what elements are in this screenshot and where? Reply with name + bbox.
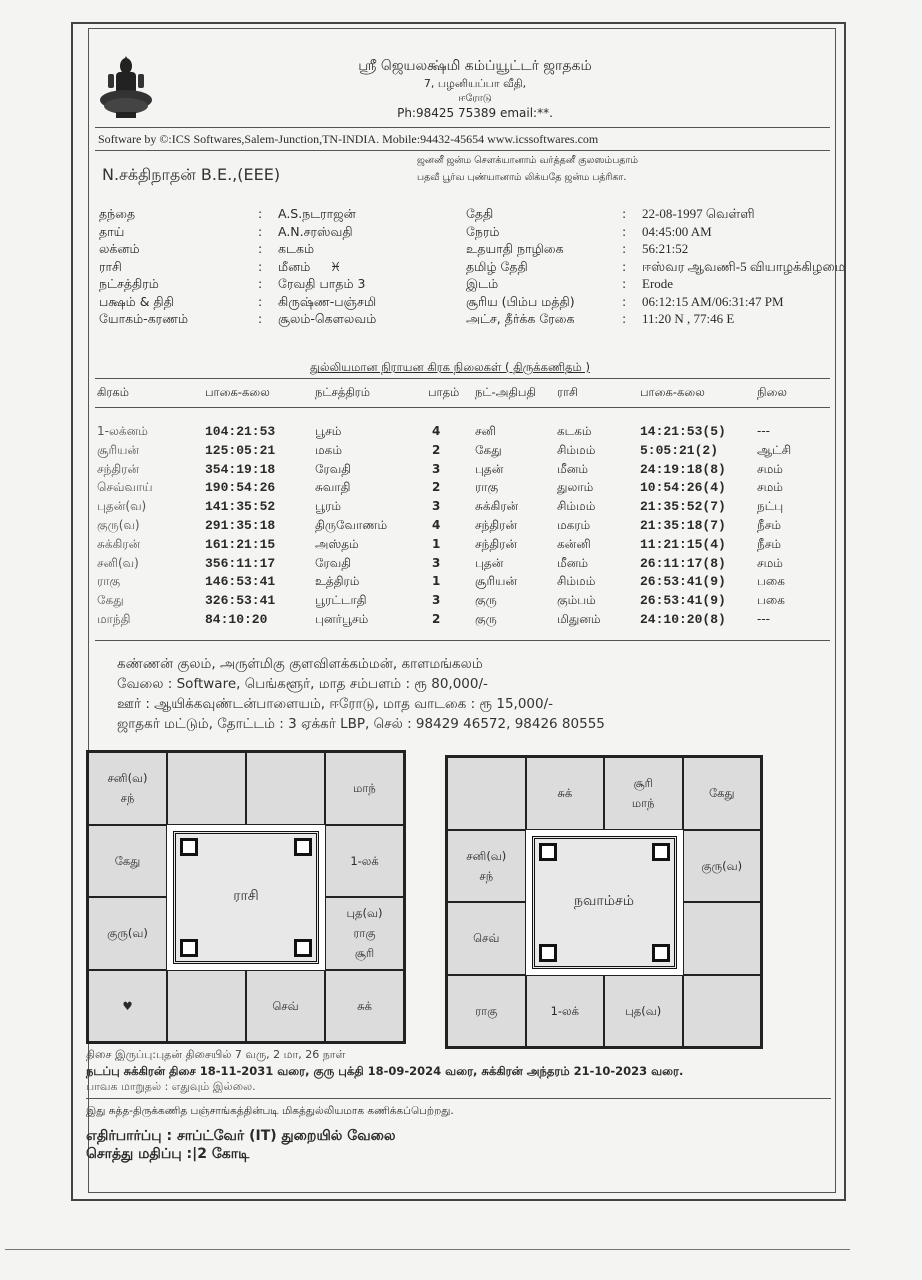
corner-ornament-icon [539, 944, 557, 962]
table-cell: 2 [432, 442, 441, 457]
table-cell: சூரியன் [475, 574, 518, 589]
house-kumbam [447, 830, 526, 903]
table-cell: சந்திரன் [475, 518, 518, 532]
detail-colon: : [622, 258, 627, 274]
table-cell: சுக்கிரன் [475, 499, 519, 514]
detail-colon: : [622, 223, 627, 239]
table-cell: திருவோணம் [315, 518, 388, 532]
divider [95, 378, 830, 379]
planet-label: சனி(வ) [466, 848, 507, 863]
house-dhanusu [447, 975, 526, 1048]
planet-label: சுக் [557, 786, 573, 801]
chart-center-label [532, 836, 677, 969]
table-cell: 1 [432, 574, 441, 589]
column-header: பாகை-கலை [640, 385, 705, 399]
divider [95, 127, 830, 128]
corner-ornament-icon [652, 843, 670, 861]
detail-colon: : [258, 241, 263, 256]
table-cell: உத்திரம் [315, 574, 360, 589]
table-cell: சிம்மம் [557, 574, 596, 589]
detail-label: தேதி [466, 206, 494, 221]
house-simmam [683, 902, 762, 975]
expectation: எதிர்பார்ப்பு : சாப்ட்வேர் (IT) துறையில் வேலை [86, 1128, 396, 1144]
detail-label: தமிழ் தேதி [466, 258, 528, 274]
address-line-1: 7, பழனியப்பா வீதி, [423, 77, 527, 90]
bio-line: ஜாதகர் மட்டும், தோட்டம் : 3 ஏக்கர் LBP, செல் : 98429 46572, 98426 80555 [117, 716, 605, 732]
software-credit: Software by ©:ICS Softwares,Salem-Junction,TN-INDIA. Mobile:94432-45654 www.icssoftwares.com [98, 132, 599, 146]
table-cell: 326:53:41 [205, 593, 276, 609]
house-mithunam [325, 752, 404, 825]
table-cell: மீனம் [557, 461, 588, 476]
column-header: கிரகம் [97, 385, 129, 399]
planet-label: ராகு [353, 926, 376, 941]
planet-label: குரு(வ) [107, 926, 148, 941]
table-cell: கன்னி [557, 536, 591, 551]
table-cell: மகரம் [557, 518, 591, 532]
table-cell: அஸ்தம் [315, 536, 359, 551]
table-cell: 26:53:41(9) [640, 593, 726, 609]
house-kanni [683, 975, 762, 1048]
blessing-line: ஜனனீ ஜன்ம சௌக்யானாம் வர்த்தனீ குலஸம்பதாம் [417, 155, 639, 166]
table-cell: 26:53:41(9) [640, 574, 726, 590]
corner-ornament-icon [294, 838, 312, 856]
planet-label: 1-லக் [550, 1003, 579, 1018]
corner-ornament-icon [294, 939, 312, 957]
table-cell: 10:54:26(4) [640, 480, 726, 496]
planet-label: மாந் [353, 781, 376, 796]
chart-title: நவாம்சம் [574, 893, 634, 909]
detail-value: A.N.சரஸ்வதி [278, 223, 353, 239]
detail-label: தாய் [99, 223, 125, 239]
table-cell: 354:19:18 [205, 461, 276, 477]
detail-value: சூலம்-கௌலவம் [278, 311, 377, 326]
planet-label: குரு(வ) [701, 858, 743, 873]
table-cell: 1 [432, 536, 441, 551]
papa-samyam: பாவக மாறுதல் : எதுவும் இல்லை. [86, 1080, 256, 1093]
detail-colon: : [258, 223, 263, 239]
table-cell: சிம்மம் [557, 499, 596, 514]
house-mesham [167, 752, 246, 825]
corner-ornament-icon [180, 838, 198, 856]
table-cell: சனி(வ) [97, 555, 139, 570]
table-cell: 141:35:52 [205, 499, 276, 515]
table-cell: பூரட்டாதி [315, 593, 367, 608]
house-thulam [604, 975, 683, 1048]
detail-label: அட்ச, தீர்க்க ரேகை [466, 311, 575, 326]
detail-label: நட்சத்திரம் [99, 276, 159, 291]
house-kumbam [88, 825, 167, 898]
table-cell: துலாம் [557, 480, 594, 495]
table-cell: சுவாதி [315, 480, 351, 495]
bio-line: கண்ணன் குலம், அருள்மிகு குளவிளக்கம்மன், காளமங்கலம் [117, 656, 483, 672]
scan-line [5, 1249, 850, 1250]
address-line-2: ஈரோடு [458, 93, 492, 104]
planet-label: சனி(வ) [107, 771, 148, 786]
blessing-line: பதவீ பூர்வ புண்யானாம் லிக்யதே ஜன்ம பத்ரிகா. [417, 172, 627, 183]
house-simmam [325, 897, 404, 970]
house-magaram [88, 897, 167, 970]
chart-title: ராசி [233, 888, 259, 904]
table-cell: நட்பு [757, 499, 784, 514]
detail-value: 06:12:15 AM/06:31:47 PM [642, 293, 784, 309]
divider [86, 1098, 831, 1099]
table-cell: 125:05:21 [205, 442, 276, 458]
house-magaram [447, 902, 526, 975]
table-cell: ரேவதி [315, 461, 352, 476]
table-cell: நீசம் [757, 518, 781, 532]
table-cell: சனி [475, 424, 496, 438]
table-cell: ஆட்சி [757, 442, 792, 457]
table-cell: நீசம் [757, 536, 781, 551]
detail-value: ரேவதி பாதம் 3 [278, 276, 366, 291]
rasi-chart [86, 750, 406, 1044]
detail-value: 56:21:52 [642, 241, 689, 256]
lakshmi-logo [98, 54, 154, 120]
planet-label: ♥ [122, 998, 133, 1013]
table-cell: குரு [475, 612, 497, 626]
detail-label: இடம் [466, 276, 499, 291]
table-cell: குரு(வ) [97, 518, 140, 532]
detail-colon: : [622, 293, 627, 309]
table-cell: மிதுனம் [557, 612, 601, 626]
column-header: பாதம் [428, 385, 460, 399]
detail-colon: : [258, 206, 263, 221]
table-cell: சமம் [757, 461, 783, 476]
column-header: ராசி [557, 385, 578, 399]
table-cell: புனர்பூசம் [315, 612, 369, 626]
bio-line: வேலை : Software, பெங்களூர், மாத சம்பளம் : ரூ 80,000/- [117, 676, 488, 692]
person-name: N.சக்திநாதன் B.E.,(EEE) [102, 165, 281, 184]
table-cell: சந்திரன் [475, 536, 518, 551]
house-kadagam [325, 825, 404, 898]
planet-label: ராகு [475, 1003, 498, 1018]
column-header: நிலை [757, 385, 787, 399]
table-cell: ரேவதி [315, 555, 352, 570]
house-meenam [447, 757, 526, 830]
corner-ornament-icon [652, 944, 670, 962]
table-cell: சமம் [757, 555, 783, 570]
table-cell: மீனம் [557, 555, 588, 570]
table-cell: 4 [432, 518, 441, 532]
detail-colon: : [622, 276, 627, 291]
detail-colon: : [622, 241, 627, 256]
table-cell: பகை [757, 593, 785, 608]
table-cell: 161:21:15 [205, 536, 276, 552]
table-cell: 356:11:17 [205, 555, 276, 571]
detail-label: சூரிய (பிம்ப மத்தி) [466, 293, 575, 309]
table-cell: 3 [432, 461, 441, 476]
detail-colon: : [258, 258, 263, 274]
table-cell: கடகம் [557, 424, 592, 438]
table-cell: 26:11:17(8) [640, 555, 726, 571]
detail-label: யோகம்-கரணம் [99, 311, 189, 326]
planet-label: புத(வ) [346, 906, 383, 921]
table-cell: ராகு [97, 574, 121, 589]
detail-value: ஈஸ்வர ஆவணி-5 வியாழக்கிழமை [642, 258, 846, 274]
table-cell: 24:19:18(8) [640, 461, 726, 477]
bio-line: ஊர் : ஆயிக்கவுண்டன்பாளையம், ஈரோடு, மாத வாடகை : ரூ 15,000/- [117, 696, 554, 712]
detail-value: A.S.நடராஜன் [278, 206, 356, 221]
planet-label: சந் [120, 791, 135, 806]
detail-value: 22-08-1997 வெள்ளி [642, 206, 755, 221]
chart-center-label [173, 831, 319, 964]
blessing-verse [417, 152, 638, 186]
table-cell: பகை [757, 574, 785, 589]
table-cell: 4 [432, 424, 441, 438]
table-cell: புதன் [475, 461, 504, 476]
table-cell: பூசம் [315, 424, 342, 438]
asset-value: சொத்து மதிப்பு :|2 கோடி [86, 1146, 250, 1162]
house-kadagam [683, 830, 762, 903]
table-cell: 3 [432, 499, 441, 514]
column-header: நட்-அதிபதி [475, 385, 536, 399]
table-cell: 5:05:21(2) [640, 442, 719, 458]
navamsa-chart [445, 755, 763, 1049]
detail-colon: : [258, 276, 263, 291]
table-cell: சுக்கிரன் [97, 536, 141, 551]
table-cell: மாந்தி [97, 612, 131, 626]
table-cell: செவ்வாய் [97, 480, 153, 495]
planet-label: சூரி [633, 776, 653, 791]
table-cell: புதன்(வ) [97, 499, 147, 514]
table-cell: 104:21:53 [205, 424, 276, 439]
table-cell: 14:21:53(5) [640, 424, 726, 439]
planet-label: சந் [479, 868, 494, 883]
house-rishabam [246, 752, 325, 825]
table-cell: புதன் [475, 555, 504, 570]
contact-line: Ph:98425 75389 email:**. [397, 106, 553, 120]
table-cell: 21:35:18(7) [640, 518, 726, 533]
detail-label: ராசி [99, 258, 122, 274]
center-title: ஸ்ரீ ஜெயலக்ஷ்மி கம்ப்யூட்டர் ஜாதகம் [358, 58, 592, 74]
divider [95, 640, 830, 641]
table-cell: 24:10:20(8) [640, 612, 726, 627]
house-rishabam [604, 757, 683, 830]
house-kanni [325, 970, 404, 1043]
table-cell: 190:54:26 [205, 480, 276, 496]
planet-label: செவ் [473, 931, 500, 946]
detail-label: பக்ஷம் & திதி [99, 293, 174, 309]
column-header: நட்சத்திரம் [315, 385, 371, 399]
table-cell: மகம் [315, 442, 342, 457]
table-cell: சந்திரன் [97, 461, 140, 476]
house-thulam [246, 970, 325, 1043]
table-cell: கும்பம் [557, 593, 596, 608]
table-cell: ராகு [475, 480, 499, 495]
house-dhanusu [88, 970, 167, 1043]
divider [95, 407, 830, 408]
planet-label: கேது [709, 786, 735, 801]
planet-label: செவ் [272, 998, 299, 1013]
detail-value: கடகம் [278, 241, 314, 256]
pisces-symbol-icon: ♓ [330, 258, 342, 274]
table-cell: குரு [475, 593, 497, 608]
planet-label: புத(வ) [625, 1003, 662, 1018]
detail-label: உதயாதி நாழிகை [466, 241, 564, 256]
corner-ornament-icon [180, 939, 198, 957]
house-viruchigam [167, 970, 246, 1043]
detail-label: தந்தை [99, 206, 136, 221]
table-cell: சூரியன் [97, 442, 140, 457]
current-dasa: நடப்பு சுக்கிரன் திசை 18-11-2031 வரை, குரு புக்தி 18-09-2024 வரை, சுக்கிரன் அந்தரம் 21-10-2023 வரை. [86, 1064, 684, 1078]
table-cell: 84:10:20 [205, 612, 268, 627]
table-cell: 291:35:18 [205, 518, 276, 533]
table-cell: 3 [432, 593, 441, 608]
planet-label: மாந் [631, 796, 655, 811]
dasa-balance: திசை இருப்பு:புதன் திசையில் 7 வரு, 2 மா, 26 நாள் [86, 1048, 346, 1061]
planet-label: கேது [114, 853, 141, 868]
house-mesham [526, 757, 605, 830]
table-cell: கேது [97, 593, 124, 608]
divider [95, 150, 830, 151]
table-cell: பூரம் [315, 499, 342, 514]
planet-label: சுக் [357, 998, 372, 1013]
table-cell: --- [757, 424, 770, 438]
detail-value: மீனம் [278, 258, 311, 274]
planet-table-title: துல்லியமான நிராயன கிரக நிலைகள் ( திருக்கணிதம் ) [310, 360, 590, 374]
table-cell: 146:53:41 [205, 574, 276, 590]
table-cell: 21:35:52(7) [640, 499, 726, 515]
detail-label: நேரம் [466, 223, 500, 239]
table-cell: சமம் [757, 480, 783, 495]
column-header: பாகை-கலை [205, 385, 270, 399]
table-cell: 2 [432, 612, 441, 626]
table-cell: --- [757, 612, 770, 626]
detail-value: 11:20 N , 77:46 E [642, 311, 735, 326]
detail-colon: : [622, 206, 627, 221]
house-viruchigam [526, 975, 605, 1048]
detail-colon: : [258, 293, 263, 309]
detail-colon: : [622, 311, 627, 326]
detail-value: 04:45:00 AM [642, 223, 712, 239]
table-cell: 1-லக்னம் [97, 424, 148, 438]
table-cell: 11:21:15(4) [640, 536, 726, 552]
house-meenam [88, 752, 167, 825]
calculation-note: இது சுத்த-திருக்கணித பஞ்சாங்கத்தின்படி மிகத்துல்லியமாக கணிக்கப்பெற்றது. [86, 1105, 454, 1117]
detail-colon: : [258, 311, 263, 326]
table-cell: 2 [432, 480, 441, 495]
house-mithunam [683, 757, 762, 830]
planet-label: 1-லக் [350, 853, 379, 868]
table-cell: சிம்மம் [557, 442, 596, 457]
planet-label: சூரி [354, 946, 375, 961]
detail-value: கிருஷ்ண-பஞ்சமி [278, 293, 377, 309]
table-cell: 3 [432, 555, 441, 570]
detail-value: Erode [642, 276, 674, 291]
corner-ornament-icon [539, 843, 557, 861]
table-cell: கேது [475, 442, 502, 457]
detail-label: லக்னம் [99, 241, 140, 256]
